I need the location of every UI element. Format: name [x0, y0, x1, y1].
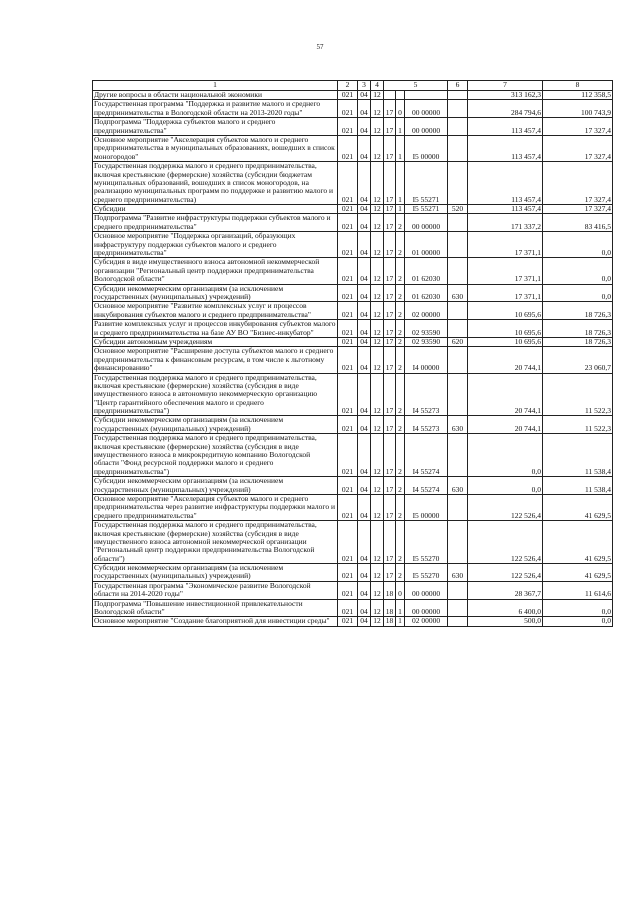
- row-name-cell: Основное мероприятие "Акселерация субъектов малого и среднего предпринимательства через развитие инфраструктуры поддержки малого и среднего предпринимательства": [93, 494, 338, 520]
- amount-year1-cell: 0,0: [468, 434, 543, 477]
- table-row: [93, 477, 613, 495]
- amount-year2-cell: 0,0: [543, 232, 613, 258]
- row-name-cell: Государственная поддержка малого и среднего предпринимательства, включая крестьянские (фермерские) хозяйства (субсидия в виде имущественного взноса в микрокредитную компанию Вологодской области "Фонд ресурсной поддержки малого и среднего предпринимательства"): [93, 434, 338, 477]
- row-name-cell: Государственная поддержка малого и среднего предпринимательства, включая крестьянские (фермерские) хозяйства (субсидии бюджетам муниципальных образований, вошедших в список моногородов, на реализацию муниципальных программ по поддержке и развитию малого и среднего предпринимательства): [93, 162, 338, 205]
- subprogram-code-cell: 2: [396, 302, 405, 320]
- subprogram-code-cell: 2: [396, 320, 405, 338]
- subsection-code-cell: 12: [371, 564, 384, 582]
- amount-year1-cell: 284 794,6: [468, 100, 543, 118]
- row-name-cell: Основное мероприятие "Создание благоприятной для инвестиции среды": [93, 617, 338, 626]
- amount-year1-cell: 122 526,4: [468, 521, 543, 564]
- chapter-code-cell: 021: [338, 162, 358, 205]
- subprogram-code-cell: 1: [396, 135, 405, 161]
- subprogram-code-cell: 2: [396, 494, 405, 520]
- subsection-code-cell: 12: [371, 477, 384, 495]
- subprogram-code-cell: 2: [396, 214, 405, 232]
- amount-year2-cell: 41 629,5: [543, 564, 613, 582]
- header-cell-col4: 4: [371, 81, 384, 91]
- subprogram-code-cell: 2: [396, 347, 405, 373]
- program-code-cell: 17: [384, 564, 396, 582]
- amount-year2-cell: 17 327,4: [543, 205, 613, 214]
- amount-year1-cell: 113 457,4: [468, 135, 543, 161]
- section-code-cell: 04: [358, 521, 371, 564]
- table-row: [93, 564, 613, 582]
- subsection-code-cell: 12: [371, 416, 384, 434]
- amount-year2-cell: 112 358,5: [543, 91, 613, 100]
- table-row: [93, 118, 613, 136]
- table-row: [93, 581, 613, 599]
- amount-year2-cell: 18 726,3: [543, 337, 613, 346]
- subprogram-code-cell: 2: [396, 284, 405, 302]
- expense-type-cell: 630: [448, 564, 468, 582]
- header-cell-col7: 7: [468, 81, 543, 91]
- expense-type-cell: [448, 521, 468, 564]
- program-code-cell: 17: [384, 494, 396, 520]
- section-code-cell: 04: [358, 599, 371, 617]
- row-name-cell: Субсидии некоммерческим организациям (за исключением государственных (муниципальных) учреждений): [93, 564, 338, 582]
- row-name-cell: Другие вопросы в области национальной экономики: [93, 91, 338, 100]
- expense-type-cell: [448, 599, 468, 617]
- section-code-cell: 04: [358, 258, 371, 284]
- expense-type-cell: [448, 434, 468, 477]
- subsection-code-cell: 12: [371, 100, 384, 118]
- chapter-code-cell: 021: [338, 100, 358, 118]
- chapter-code-cell: 021: [338, 599, 358, 617]
- amount-year2-cell: 18 726,3: [543, 320, 613, 338]
- expense-type-cell: [448, 214, 468, 232]
- amount-year1-cell: 17 371,1: [468, 232, 543, 258]
- target-code-cell: 02 00000: [405, 302, 448, 320]
- subprogram-code-cell: 0: [396, 581, 405, 599]
- table-row: [93, 617, 613, 626]
- program-code-cell: 17: [384, 416, 396, 434]
- program-code-cell: 17: [384, 162, 396, 205]
- amount-year2-cell: 11 538,4: [543, 434, 613, 477]
- subsection-code-cell: 12: [371, 135, 384, 161]
- chapter-code-cell: 021: [338, 232, 358, 258]
- row-name-cell: Подпрограмма "Поддержка субъектов малого и среднего предпринимательства": [93, 118, 338, 136]
- subprogram-code-cell: 1: [396, 162, 405, 205]
- amount-year1-cell: 6 400,0: [468, 599, 543, 617]
- chapter-code-cell: 021: [338, 564, 358, 582]
- subsection-code-cell: 12: [371, 581, 384, 599]
- section-code-cell: 04: [358, 434, 371, 477]
- program-code-cell: 17: [384, 258, 396, 284]
- expense-type-cell: 520: [448, 205, 468, 214]
- amount-year2-cell: 0,0: [543, 599, 613, 617]
- program-code-cell: 17: [384, 320, 396, 338]
- table-row: [93, 434, 613, 477]
- header-row: [93, 81, 613, 91]
- row-name-cell: Подпрограмма "Развитие инфраструктуры поддержки субъектов малого и среднего предпринимательства": [93, 214, 338, 232]
- program-code-cell: 17: [384, 373, 396, 416]
- header-cell-col1: 1: [93, 81, 338, 91]
- program-code-cell: 17: [384, 232, 396, 258]
- table-row: [93, 232, 613, 258]
- target-code-cell: 02 93590: [405, 337, 448, 346]
- expense-type-cell: [448, 232, 468, 258]
- subsection-code-cell: 12: [371, 320, 384, 338]
- amount-year2-cell: 0,0: [543, 617, 613, 626]
- section-code-cell: 04: [358, 337, 371, 346]
- table-row: [93, 214, 613, 232]
- chapter-code-cell: 021: [338, 373, 358, 416]
- chapter-code-cell: 021: [338, 494, 358, 520]
- subsection-code-cell: 12: [371, 337, 384, 346]
- amount-year1-cell: 313 162,3: [468, 91, 543, 100]
- expense-type-cell: [448, 162, 468, 205]
- expense-type-cell: [448, 91, 468, 100]
- amount-year1-cell: 500,0: [468, 617, 543, 626]
- amount-year2-cell: 11 614,6: [543, 581, 613, 599]
- row-name-cell: Основное мероприятие "Поддержка организаций, образующих инфраструктуру поддержки субъектов малого и среднего предпринимательства": [93, 232, 338, 258]
- section-code-cell: 04: [358, 162, 371, 205]
- target-code-cell: I4 55274: [405, 477, 448, 495]
- program-code-cell: 17: [384, 135, 396, 161]
- subsection-code-cell: 12: [371, 599, 384, 617]
- amount-year1-cell: 20 744,1: [468, 347, 543, 373]
- expense-type-cell: 630: [448, 284, 468, 302]
- amount-year1-cell: 113 457,4: [468, 118, 543, 136]
- amount-year1-cell: 122 526,4: [468, 564, 543, 582]
- target-code-cell: 00 00000: [405, 581, 448, 599]
- section-code-cell: 04: [358, 91, 371, 100]
- expense-type-cell: [448, 581, 468, 599]
- expense-type-cell: [448, 494, 468, 520]
- expense-type-cell: [448, 258, 468, 284]
- program-code-cell: 17: [384, 347, 396, 373]
- subprogram-code-cell: 1: [396, 617, 405, 626]
- target-code-cell: 01 62030: [405, 258, 448, 284]
- table-row: [93, 599, 613, 617]
- table-row: [93, 91, 613, 100]
- amount-year1-cell: 28 367,7: [468, 581, 543, 599]
- amount-year2-cell: 100 743,9: [543, 100, 613, 118]
- table-row: [93, 494, 613, 520]
- chapter-code-cell: 021: [338, 118, 358, 136]
- row-name-cell: Субсидии автономным учреждениям: [93, 337, 338, 346]
- row-name-cell: Субсидия в виде имущественного взноса автономной некоммерческой организации "Региональный центр поддержки предпринимательства Вологодской области": [93, 258, 338, 284]
- chapter-code-cell: 021: [338, 214, 358, 232]
- subsection-code-cell: 12: [371, 302, 384, 320]
- target-code-cell: I4 55274: [405, 434, 448, 477]
- expense-type-cell: [448, 373, 468, 416]
- chapter-code-cell: 021: [338, 337, 358, 346]
- amount-year2-cell: 41 629,5: [543, 494, 613, 520]
- amount-year2-cell: 23 060,7: [543, 347, 613, 373]
- chapter-code-cell: 021: [338, 521, 358, 564]
- header-cell-col3: 3: [358, 81, 371, 91]
- table-row: [93, 337, 613, 346]
- table-row: [93, 347, 613, 373]
- target-code-cell: I5 00000: [405, 494, 448, 520]
- program-code-cell: 17: [384, 205, 396, 214]
- program-code-cell: 17: [384, 100, 396, 118]
- section-code-cell: 04: [358, 320, 371, 338]
- target-code-cell: I5 55271: [405, 205, 448, 214]
- subprogram-code-cell: 2: [396, 337, 405, 346]
- program-code-cell: 18: [384, 581, 396, 599]
- expense-type-cell: [448, 118, 468, 136]
- chapter-code-cell: 021: [338, 347, 358, 373]
- subprogram-code-cell: 2: [396, 521, 405, 564]
- table-row: [93, 135, 613, 161]
- table-row: [93, 416, 613, 434]
- subprogram-code-cell: 1: [396, 205, 405, 214]
- amount-year1-cell: 10 695,6: [468, 302, 543, 320]
- target-code-cell: 00 00000: [405, 214, 448, 232]
- program-code-cell: 17: [384, 214, 396, 232]
- subprogram-code-cell: 2: [396, 373, 405, 416]
- target-code-cell: 02 93590: [405, 320, 448, 338]
- subsection-code-cell: 12: [371, 118, 384, 136]
- section-code-cell: 04: [358, 214, 371, 232]
- table-body: [93, 91, 613, 627]
- subsection-code-cell: 12: [371, 284, 384, 302]
- row-name-cell: Государственная поддержка малого и среднего предпринимательства, включая крестьянские (фермерские) хозяйства (субсидия в виде имущественного взноса в автономную некоммерческую организацию "Центр гарантийного обеспечения малого и среднего предпринимательства"): [93, 373, 338, 416]
- target-code-cell: 00 00000: [405, 599, 448, 617]
- target-code-cell: I4 55273: [405, 373, 448, 416]
- subprogram-code-cell: 2: [396, 434, 405, 477]
- chapter-code-cell: 021: [338, 617, 358, 626]
- program-code-cell: 17: [384, 337, 396, 346]
- amount-year1-cell: 10 695,6: [468, 320, 543, 338]
- subsection-code-cell: 12: [371, 373, 384, 416]
- section-code-cell: 04: [358, 302, 371, 320]
- amount-year2-cell: 0,0: [543, 258, 613, 284]
- row-name-cell: Государственная программа "Экономическое развитие Вологодской области на 2014-2020 годы": [93, 581, 338, 599]
- table-row: [93, 320, 613, 338]
- amount-year2-cell: 17 327,4: [543, 118, 613, 136]
- program-code-cell: 18: [384, 599, 396, 617]
- section-code-cell: 04: [358, 284, 371, 302]
- chapter-code-cell: 021: [338, 91, 358, 100]
- section-code-cell: 04: [358, 373, 371, 416]
- subsection-code-cell: 12: [371, 258, 384, 284]
- row-name-cell: Субсидии: [93, 205, 338, 214]
- target-code-cell: 01 00000: [405, 232, 448, 258]
- section-code-cell: 04: [358, 564, 371, 582]
- expense-type-cell: [448, 302, 468, 320]
- chapter-code-cell: 021: [338, 258, 358, 284]
- amount-year1-cell: 113 457,4: [468, 162, 543, 205]
- row-name-cell: Государственная поддержка малого и среднего предпринимательства, включая крестьянские (фермерские) хозяйства (субсидия в виде имущественного взноса автономной некоммерческой организации "Региональный центр поддержки предпринимательства Вологодской области"): [93, 521, 338, 564]
- target-code-cell: 00 00000: [405, 118, 448, 136]
- section-code-cell: 04: [358, 477, 371, 495]
- chapter-code-cell: 021: [338, 477, 358, 495]
- program-code-cell: 18: [384, 617, 396, 626]
- amount-year2-cell: 17 327,4: [543, 162, 613, 205]
- program-code-cell: 17: [384, 521, 396, 564]
- amount-year2-cell: 0,0: [543, 284, 613, 302]
- table-row: [93, 100, 613, 118]
- program-code-cell: 17: [384, 434, 396, 477]
- row-name-cell: Субсидии некоммерческим организациям (за исключением государственных (муниципальных) учреждений): [93, 284, 338, 302]
- chapter-code-cell: 021: [338, 416, 358, 434]
- section-code-cell: 04: [358, 581, 371, 599]
- row-name-cell: Субсидии некоммерческим организациям (за исключением государственных (муниципальных) учреждений): [93, 416, 338, 434]
- target-code-cell: I5 55270: [405, 521, 448, 564]
- table-row: [93, 258, 613, 284]
- subprogram-code-cell: 2: [396, 477, 405, 495]
- target-code-cell: I4 00000: [405, 347, 448, 373]
- subsection-code-cell: 12: [371, 521, 384, 564]
- row-name-cell: Развитие комплексных услуг и процессов инкубирования субъектов малого и среднего предпринимательства на базе АУ ВО "Бизнес-инкубатор": [93, 320, 338, 338]
- table-row: [93, 521, 613, 564]
- section-code-cell: 04: [358, 416, 371, 434]
- chapter-code-cell: 021: [338, 302, 358, 320]
- subsection-code-cell: 12: [371, 214, 384, 232]
- chapter-code-cell: 021: [338, 434, 358, 477]
- section-code-cell: 04: [358, 232, 371, 258]
- amount-year1-cell: 122 526,4: [468, 494, 543, 520]
- subsection-code-cell: 12: [371, 205, 384, 214]
- subsection-code-cell: 12: [371, 347, 384, 373]
- expense-type-cell: [448, 617, 468, 626]
- program-code-cell: 17: [384, 302, 396, 320]
- table-row: [93, 284, 613, 302]
- expense-type-cell: 630: [448, 477, 468, 495]
- amount-year2-cell: 18 726,3: [543, 302, 613, 320]
- subprogram-code-cell: 2: [396, 564, 405, 582]
- subsection-code-cell: 12: [371, 232, 384, 258]
- amount-year1-cell: 171 337,2: [468, 214, 543, 232]
- header-cell-col8: 8: [543, 81, 613, 91]
- expense-type-cell: 630: [448, 416, 468, 434]
- subsection-code-cell: 12: [371, 617, 384, 626]
- section-code-cell: 04: [358, 135, 371, 161]
- amount-year1-cell: 0,0: [468, 477, 543, 495]
- section-code-cell: 04: [358, 205, 371, 214]
- target-code-cell: I5 55271: [405, 162, 448, 205]
- subprogram-code-cell: 1: [396, 599, 405, 617]
- amount-year2-cell: 83 416,5: [543, 214, 613, 232]
- subsection-code-cell: 12: [371, 91, 384, 100]
- target-code-cell: I5 00000: [405, 135, 448, 161]
- chapter-code-cell: 021: [338, 135, 358, 161]
- subsection-code-cell: 12: [371, 434, 384, 477]
- subprogram-code-cell: [396, 91, 405, 100]
- amount-year1-cell: 20 744,1: [468, 373, 543, 416]
- amount-year1-cell: 10 695,6: [468, 337, 543, 346]
- row-name-cell: Основное мероприятие "Расширение доступа субъектов малого и среднего предпринимательства к финансовым ресурсам, в том числе к льготному финансированию": [93, 347, 338, 373]
- page-number: 57: [316, 43, 324, 51]
- subprogram-code-cell: 0: [396, 100, 405, 118]
- chapter-code-cell: 021: [338, 205, 358, 214]
- row-name-cell: Основное мероприятие "Акселерация субъектов малого и среднего предпринимательства в муниципальных образованиях, вошедших в список моногородов": [93, 135, 338, 161]
- program-code-cell: 17: [384, 477, 396, 495]
- section-code-cell: 04: [358, 494, 371, 520]
- header-cell-col2: 2: [338, 81, 358, 91]
- program-code-cell: 17: [384, 284, 396, 302]
- expense-type-cell: [448, 347, 468, 373]
- budget-table: [92, 80, 613, 627]
- amount-year2-cell: 41 629,5: [543, 521, 613, 564]
- section-code-cell: 04: [358, 118, 371, 136]
- amount-year2-cell: 11 522,3: [543, 416, 613, 434]
- target-code-cell: 00 00000: [405, 100, 448, 118]
- table-row: [93, 373, 613, 416]
- row-name-cell: Подпрограмма "Повышение инвестиционной привлекательности Вологодской области": [93, 599, 338, 617]
- subsection-code-cell: 12: [371, 162, 384, 205]
- subprogram-code-cell: 2: [396, 232, 405, 258]
- expense-type-cell: [448, 135, 468, 161]
- table-row: [93, 302, 613, 320]
- program-code-cell: [384, 91, 396, 100]
- table-row: [93, 162, 613, 205]
- amount-year2-cell: 17 327,4: [543, 135, 613, 161]
- subprogram-code-cell: 2: [396, 258, 405, 284]
- expense-type-cell: 620: [448, 337, 468, 346]
- subprogram-code-cell: 2: [396, 416, 405, 434]
- amount-year1-cell: 17 371,1: [468, 284, 543, 302]
- expense-type-cell: [448, 320, 468, 338]
- chapter-code-cell: 021: [338, 320, 358, 338]
- subprogram-code-cell: 1: [396, 118, 405, 136]
- table-row: [93, 205, 613, 214]
- section-code-cell: 04: [358, 100, 371, 118]
- program-code-cell: 17: [384, 118, 396, 136]
- header-cell-col6: 6: [448, 81, 468, 91]
- target-code-cell: 02 00000: [405, 617, 448, 626]
- section-code-cell: 04: [358, 347, 371, 373]
- target-code-cell: I4 55273: [405, 416, 448, 434]
- amount-year2-cell: 11 522,3: [543, 373, 613, 416]
- budget-table-container: [92, 80, 612, 627]
- row-name-cell: Субсидии некоммерческим организациям (за исключением государственных (муниципальных) учреждений): [93, 477, 338, 495]
- amount-year1-cell: 17 371,1: [468, 258, 543, 284]
- section-code-cell: 04: [358, 617, 371, 626]
- chapter-code-cell: 021: [338, 581, 358, 599]
- amount-year2-cell: 11 538,4: [543, 477, 613, 495]
- target-code-cell: [405, 91, 448, 100]
- target-code-cell: I5 55270: [405, 564, 448, 582]
- amount-year1-cell: 20 744,1: [468, 416, 543, 434]
- subsection-code-cell: 12: [371, 494, 384, 520]
- chapter-code-cell: 021: [338, 284, 358, 302]
- amount-year1-cell: 113 457,4: [468, 205, 543, 214]
- header-cell-col5: 5: [384, 81, 448, 91]
- row-name-cell: Основное мероприятие "Развитие комплексных услуг и процессов инкубирования субъектов малого и среднего предпринимательства": [93, 302, 338, 320]
- row-name-cell: Государственная программа "Поддержка и развитие малого и среднего предпринимательства в Вологодской области на 2013-2020 годы": [93, 100, 338, 118]
- target-code-cell: 01 62030: [405, 284, 448, 302]
- expense-type-cell: [448, 100, 468, 118]
